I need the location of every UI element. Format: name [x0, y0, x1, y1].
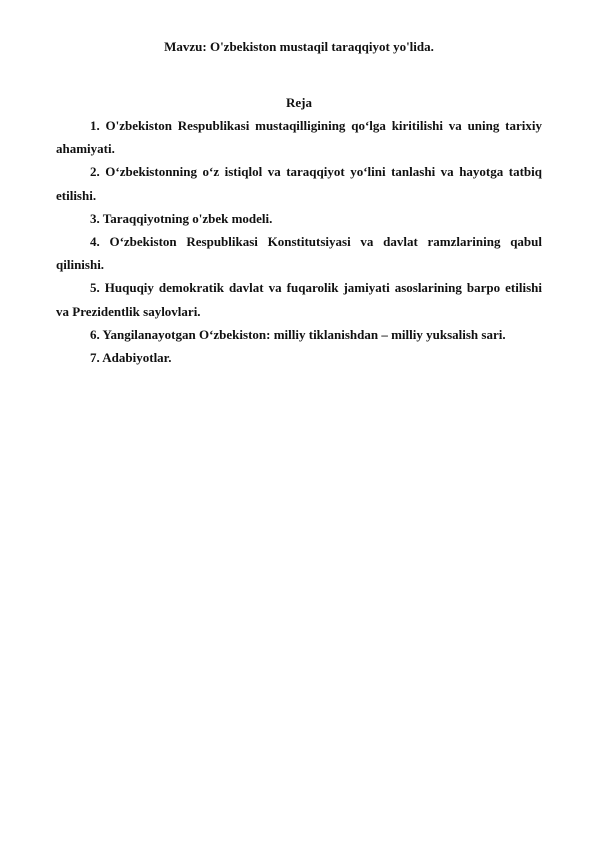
plan-list — [56, 114, 542, 369]
plan-item-7: 7. Adabiyotlar. — [90, 350, 172, 366]
plan-item-1: 1. O'zbekiston Respublikasi mustaqilligining qo‘lga kiritilishi va uning tarixiy ahamiyati. — [56, 118, 542, 157]
plan-item-2: 2. O‘zbekistonning o‘z istiqlol va taraqqiyot yo‘lini tanlashi va hayotga tatbiq etilishi. — [56, 164, 542, 203]
document-title: Mavzu: O'zbekiston mustaqil taraqqiyot yo'lida. — [164, 39, 434, 54]
plan-item-5: 5. Huquqiy demokratik davlat va fuqarolik jamiyati asoslarining barpo etilishi va Prezidentlik saylovlari. — [56, 280, 542, 319]
plan-item-6: 6. Yangilanayotgan O‘zbekiston: milliy tiklanishdan – milliy yuksalish sari. — [90, 326, 506, 342]
plan-item-3: 3. Taraqqiyotning o'zbek modeli. — [90, 210, 273, 226]
plan-heading: Reja — [286, 95, 312, 110]
plan-item-4: 4. O‘zbekiston Respublikasi Konstitutsiyasi va davlat ramzlarining qabul qilinishi. — [56, 234, 542, 273]
